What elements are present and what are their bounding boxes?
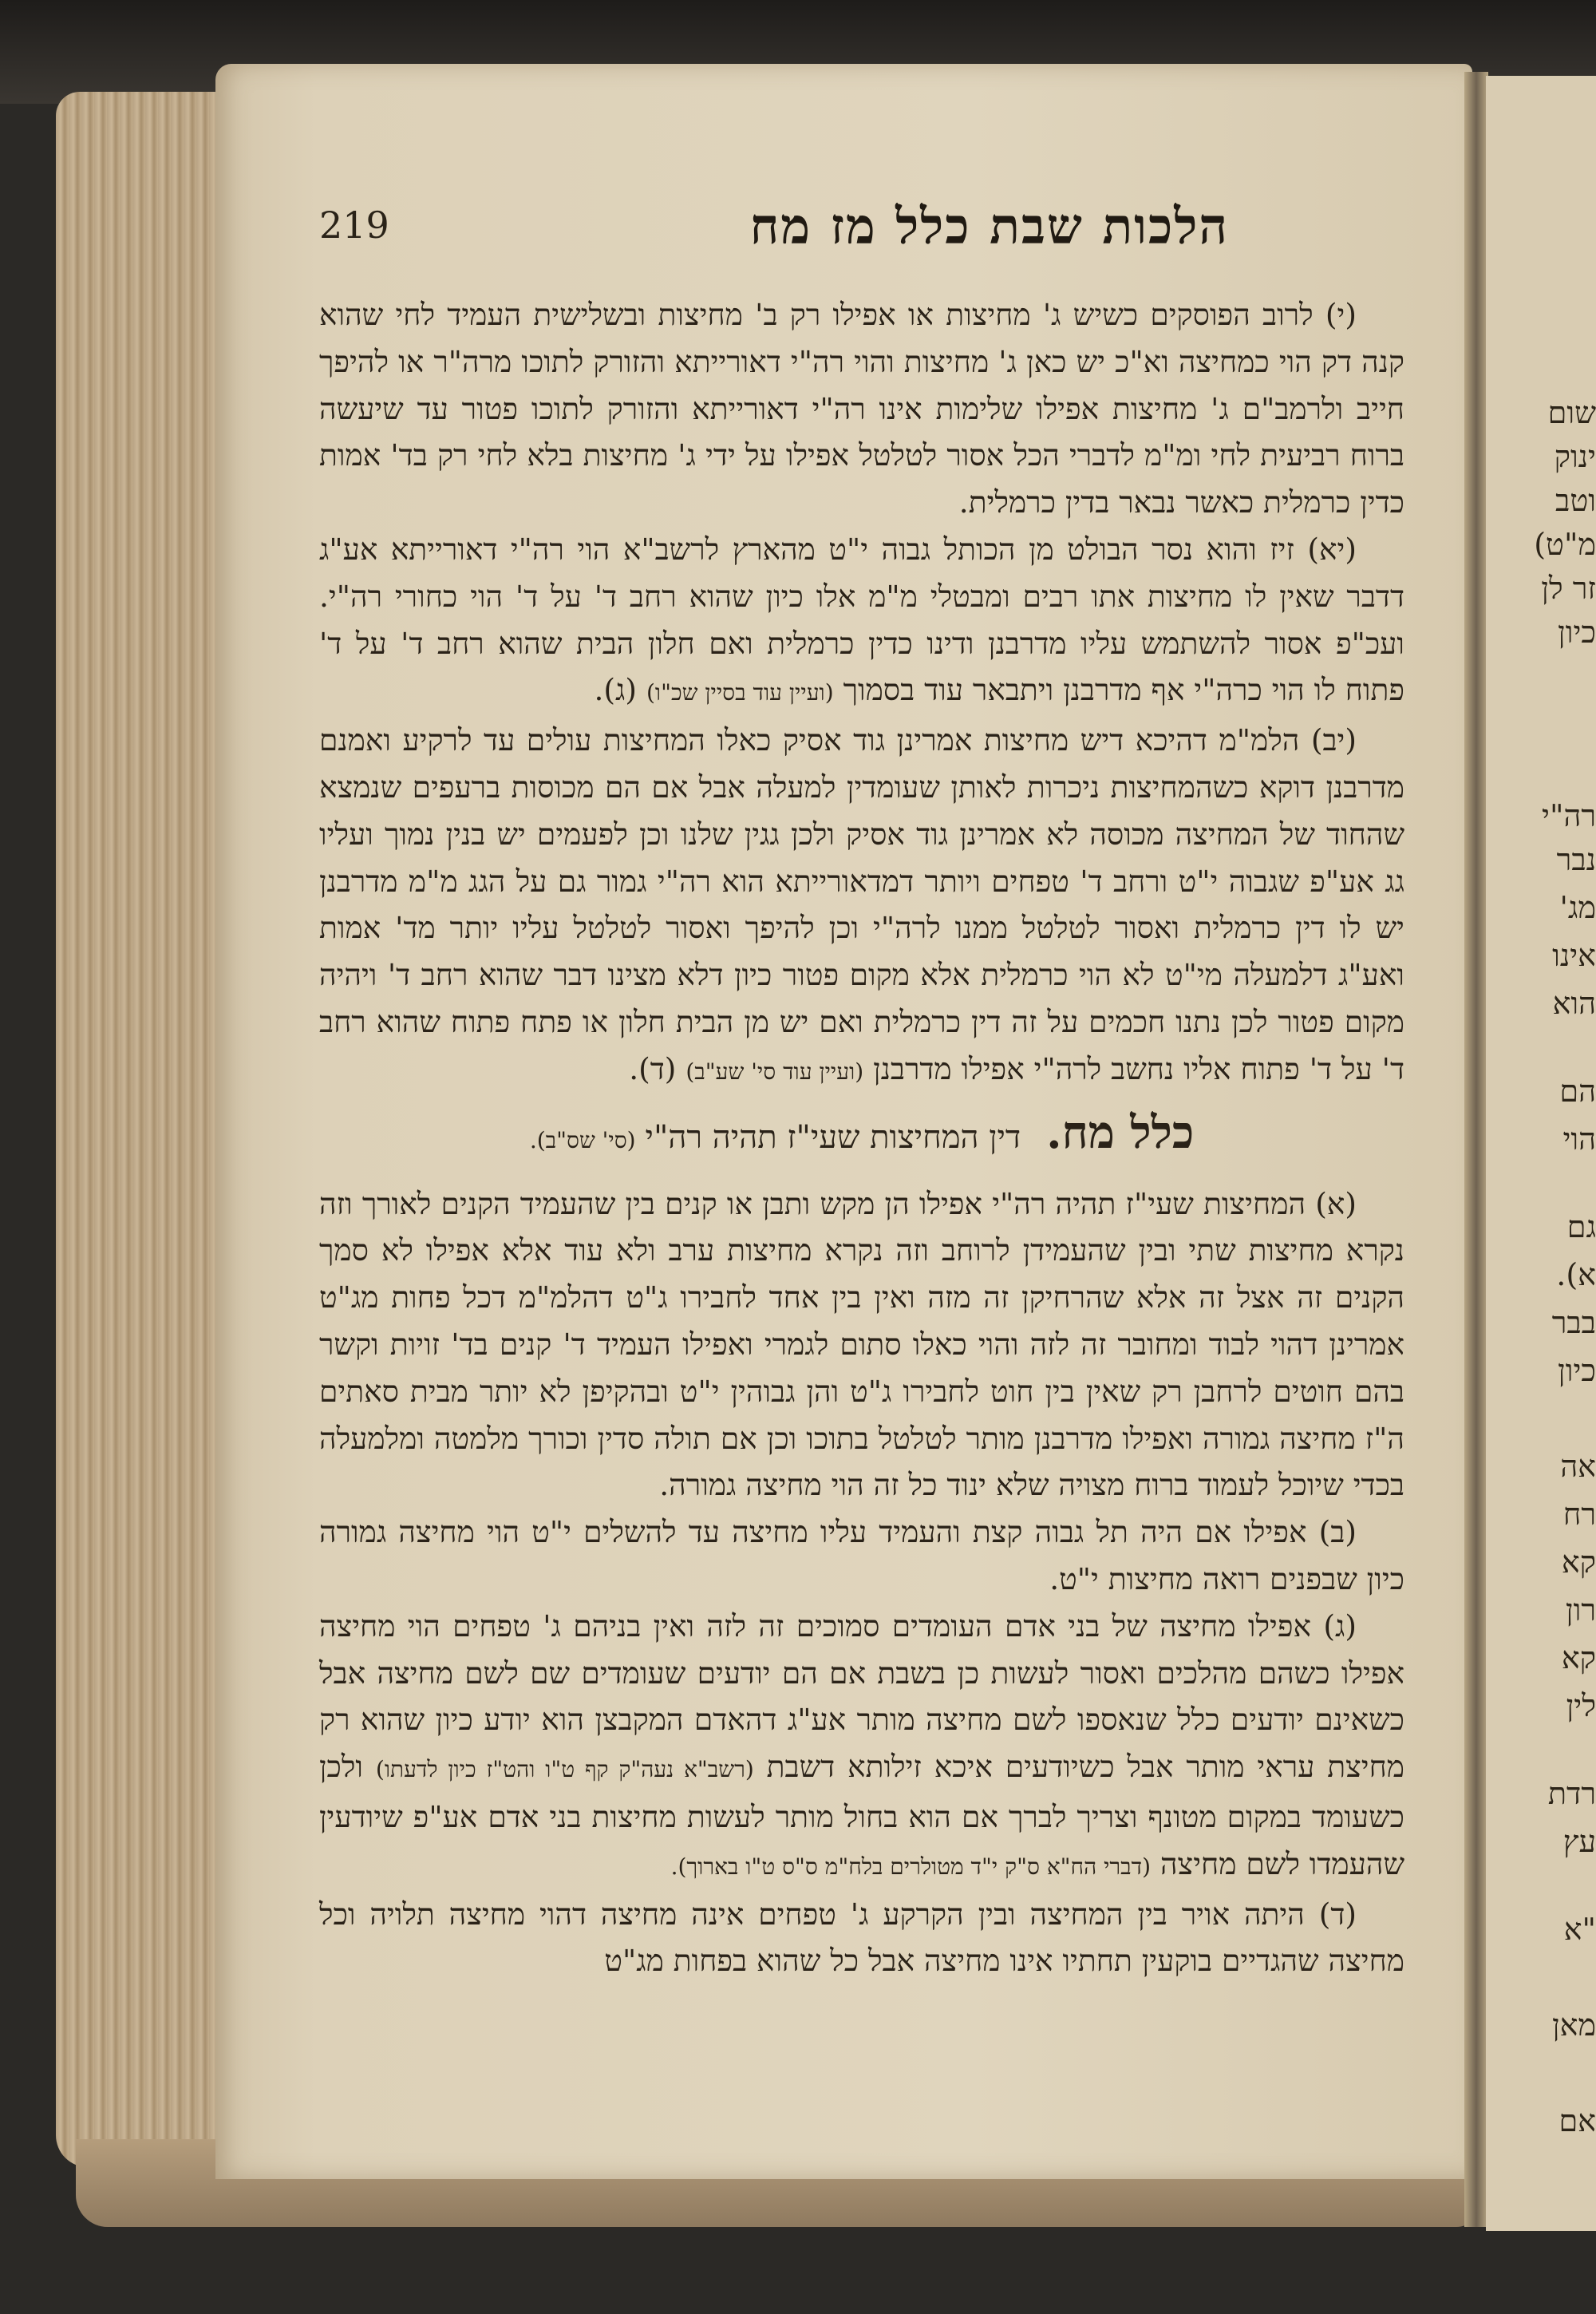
facing-page-fragment: כיון	[1558, 1353, 1596, 1388]
paragraph-text: זיז והוא נסר הבולט מן הכותל גבוה י"ט מהארץ לרשב"א הוי רה"י דאורייתא אע"ג דדבר שאין לו מחיצות אתו רבים ומבטלי מ"מ אלו כיון שהוא רחב ד' על ד' הוי כחורי רה"י. ועכ"פ אסור להשתמש עליו מדרבנן ודינו כדין כרמלית ואם חלון הבית שהוא רחב ד' על ד' פתוח לו הוי כרה"י אף מדרבנן ויתבאר עוד בסמוך	[319, 531, 1404, 708]
facing-page-fragment: רדת	[1547, 1776, 1596, 1811]
paragraph-yod	[319, 291, 1404, 526]
facing-page	[1486, 76, 1596, 2231]
facing-page-fragment: "א	[1563, 1912, 1596, 1947]
section-heading	[319, 1102, 1404, 1171]
paragraph-marker: (ג)	[1323, 1608, 1357, 1644]
small-note: (רשב"א נעה"ק קף ט"ו והט"ז כיון לדעתו)	[375, 1756, 754, 1783]
facing-page-fragment: לין	[1566, 1688, 1596, 1723]
paragraph-dalet	[319, 1891, 1404, 1985]
facing-page-fragment: מ"ט)	[1534, 527, 1596, 562]
paragraph-marker: (ד)	[1318, 1896, 1357, 1932]
page-number: 219	[319, 204, 389, 247]
facing-page-fragment: אם	[1558, 2103, 1596, 2138]
paragraph-ref: (ד).	[629, 1050, 677, 1086]
paragraph-text: המחיצות שעי"ז תהיה רה"י אפילו הן מקש ותבן או קנים בין שהעמיד הקנים לאורך וזה נקרא מחיצות שתי ובין שהעמידן לרוחב וזה נקרא מחיצות ערב ולא עוד אלא אפילו לא סמך הקנים זה אצל זה אלא שהרחיקן זה מזה ואין בין אחד לחבירו ג"ט דהלמ"מ דכל פחות מג"ט אמרינן דהוי לבוד ומחובר זה לזה והוי כאלו סתום לגמרי ואפילו העמיד ד' קנים בד' זויות וקשר בהם חוטים לרחבן רק שאין בין חוט לחבירו ג"ט והן גבוהין י"ט ובהקיפן לא יותר מבית סאתים ה"ז מחיצה גמורה ואפילו מדרבנן מותר לטלטל בתוכו וכן אם תולה סדין וכורך מלמטה ומלמעלה בכדי שיוכל לעמוד ברוח מצויה שלא ינוד כל זה הוי מחיצה גמורה.	[319, 1185, 1404, 1503]
facing-page-fragment: ינוק	[1554, 439, 1596, 474]
facing-page-fragment: קא	[1561, 1545, 1596, 1580]
small-note: (ועיין עוד סי' שע"ב)	[685, 1058, 864, 1085]
paragraph-text: אפילו אם היה תל גבוה קצת והעמיד עליו מחיצה עד להשלים י"ט הוי מחיצה גמורה כיון שבפנים רואה מחיצות י"ט.	[319, 1514, 1404, 1596]
section-title: כלל מח.	[1046, 1106, 1195, 1159]
facing-page-fragment: אינו	[1552, 938, 1596, 973]
facing-page-fragment: הם	[1559, 1074, 1596, 1109]
paragraph-marker: (ב)	[1318, 1514, 1357, 1550]
facing-page-fragment: בבר	[1551, 1305, 1596, 1340]
paragraph-text: אפילו מחיצה של בני אדם העומדים סמוכים זה לזה ואין בניהם ג' טפחים הוי מחיצה אפילו כשהם מהלכים ואסור לעשות כן בשבת אם הם יודעים שעומדים שם לשם מחיצה אבל כשאינם יודעים כלל שנאספו לשם מחיצה מותר אע"ג דהאדם המקבצן הוא יודע כיון שהוא רק מחיצת עראי מותר אבל כשיודעים איכא זילותא דשבת	[319, 1608, 1405, 1785]
facing-page-fragment: הוי	[1562, 1121, 1596, 1157]
paragraph-marker: (א)	[1315, 1185, 1357, 1221]
facing-page-fragment: רה"י	[1542, 798, 1596, 833]
paragraph-marker: (י)	[1325, 297, 1357, 332]
page-header	[319, 197, 1420, 275]
facing-page-fragment: מג'	[1559, 890, 1596, 925]
paragraph-bet	[319, 1509, 1404, 1603]
facing-page-fragment: נבר	[1556, 842, 1596, 877]
book-gutter	[1464, 72, 1488, 2227]
facing-page-fragment: א).	[1556, 1257, 1596, 1292]
paragraph-alef	[319, 1181, 1404, 1509]
small-note: (דברי הח"א ס"ק י"ד מטולרים בלח"מ ס"ס ט"ו בארוך).	[670, 1853, 1152, 1880]
facing-page-fragment: רח	[1562, 1497, 1596, 1532]
paragraph-gimel	[319, 1603, 1404, 1891]
paragraph-yod-bet	[319, 717, 1404, 1095]
facing-page-fragment: הוא	[1552, 986, 1596, 1021]
small-note: (ועיין עוד בסיין שכ"ו)	[646, 679, 834, 706]
section-citation: (סי' שס"ב).	[529, 1126, 636, 1153]
facing-page-fragment: קא	[1561, 1640, 1596, 1675]
paragraph-text: לרוב הפוסקים כשיש ג' מחיצות או אפילו רק ב' מחיצות ובשלישית העמיד לחי שהוא קנה דק הוי כמחיצה וא"כ יש כאן ג' מחיצות והוי רה"י דאורייתא והזורק לתוכו מרה"ר או להיפך חייב ולרמב"ם ג' מחיצות אפילו שלימות אינו רה"י דאורייתא והזורק לתוכו פטור עד שיעשה ברוח רביעית לחי ומ"מ לדברי הכל אסור לטלטל אפילו על ידי ג' מחיצות בלא לחי רק בד' אמות כדין כרמלית כאשר נבאר בדין כרמלית.	[319, 297, 1404, 520]
paragraph-text-continued: ולכן כשעומד במקום מטונף וצריך לברך אם הוא בחול מותר לעשות מחיצות בני אדם אע"פ שיודעין שהעמדו לשם מחיצה	[319, 1749, 1404, 1881]
paragraph-ref: (ג).	[594, 672, 638, 708]
paragraph-yod-alef	[319, 526, 1404, 717]
paragraph-marker: (יב)	[1310, 722, 1357, 758]
facing-page-fragment: עץ	[1562, 1824, 1596, 1859]
paragraph-text: היתה אויר בין המחיצה ובין הקרקע ג' טפחים אינה מחיצה דהוי מחיצה תלויה וכל מחיצה שהגדיים בוקעין תחתיו אינו מחיצה אבל כל שהוא בפחות מג"ט	[319, 1896, 1404, 1979]
paragraph-marker: (יא)	[1307, 531, 1357, 567]
book-page-edges	[56, 92, 239, 2167]
facing-page-fragment: אה	[1560, 1449, 1596, 1484]
facing-page-fragment: כיון	[1558, 615, 1596, 650]
running-title: הלכות שבת כלל מז מח	[749, 197, 1229, 255]
body-text	[319, 291, 1404, 1984]
facing-page-fragment: רון	[1565, 1592, 1596, 1628]
facing-page-fragment: גם	[1566, 1209, 1596, 1244]
facing-page-fragment: שום	[1547, 395, 1596, 430]
paragraph-text: הלמ"מ דהיכא דיש מחיצות אמרינן גוד אסיק כאלו המחיצות עולים עד לרקיע ואמנם מדרבנן דוקא כשהמחיצות ניכרות לאותן שעומדין למעלה אבל אם הם מכוסות ברעפים שנמצא שהחוד של המחיצה מכוסה לא אמרינן גוד אסיק ולכן גגין שלנו וכן לפעמים יש בנין נמוך ועליו גג אע"פ שגבוה י"ט ורחב ד' טפחים ויותר דמדאורייתא הוא רה"י גמור גם על הגג מ"מ מדרבנן יש לו דין כרמלית ואסור לטלטל ממנו לרה"י וכן להיפך ואסור לטלטל עליו יותר מד' אמות ואע"ג דלמעלה מי"ט לא הוי כרמלית אלא מקום פטור כיון דלא מצינו דבר שהוא רחב ד' ויהיה מקום פטור לכן נתנו חכמים על זה דין כרמלית ואם יש מן הבית חלון או פתח פתוח שהוא רחב ד' על ד' פתוח אליו נחשב לרה"י אפילו מדרבנן	[319, 722, 1404, 1086]
facing-page-fragment: מאן	[1551, 2007, 1596, 2043]
section-subtitle: דין המחיצות שעי"ז תהיה רה"י	[645, 1118, 1021, 1156]
facing-page-fragment: זר לן	[1541, 571, 1596, 606]
facing-page-fragment: וטב	[1555, 483, 1596, 518]
